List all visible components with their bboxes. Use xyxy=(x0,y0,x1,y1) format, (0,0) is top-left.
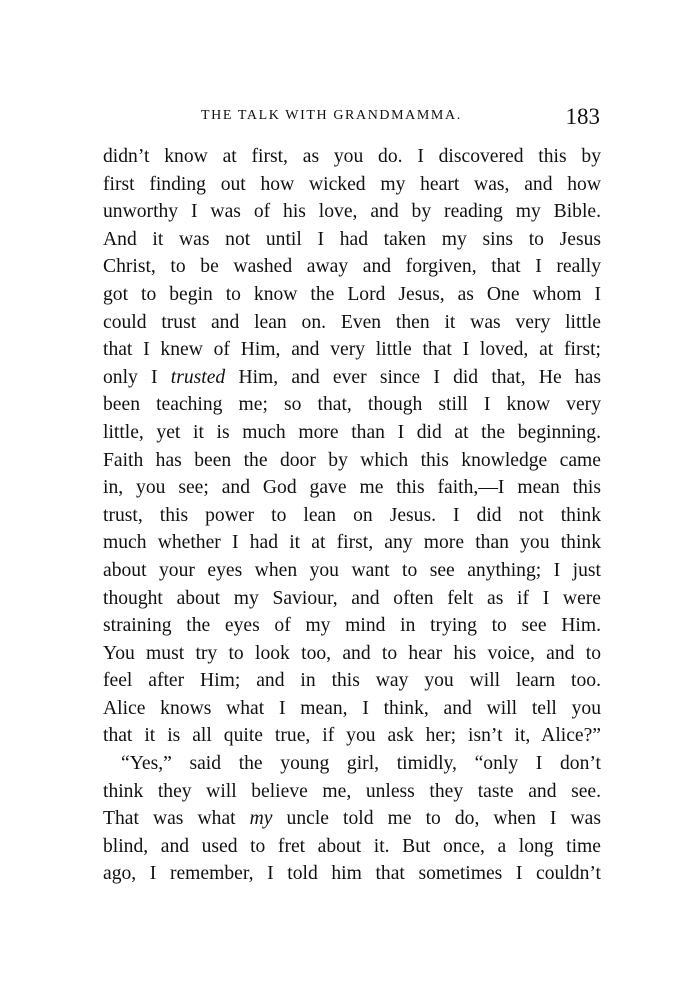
text-line: think they will believe me, unless they taste and see. xyxy=(103,780,601,802)
text-line: could trust and lean on. Even then it was very little xyxy=(103,311,601,333)
text-line: straining the eyes of my mind in trying to see Him. xyxy=(103,615,601,637)
text-line: didn’t know at first, as you do. I discovered this by xyxy=(103,146,601,167)
text-line: trust, this power to lean on Jesus. I did not think xyxy=(103,504,601,526)
text-line: ago, I remember, I told him that sometimes I couldn’t xyxy=(103,863,601,885)
text-line: Christ, to be washed away and forgiven, that I really xyxy=(103,256,601,278)
text-line: that I knew of Him, and very little that I loved, at first; xyxy=(103,339,601,361)
text-line: only I trusted Him, and ever since I did that, He has xyxy=(103,366,602,388)
text-line: got to begin to know the Lord Jesus, as One whom I xyxy=(103,283,601,305)
body-text xyxy=(103,143,601,888)
italic-word: trusted xyxy=(170,366,226,388)
text-line: feel after Him; and in this way you will learn too. xyxy=(103,670,601,692)
text-line: unworthy I was of his love, and by reading my Bible. xyxy=(103,201,601,223)
text-line: little, yet it is much more than I did at the beginning. xyxy=(103,421,601,443)
text-line: Alice knows what I mean, I think, and will tell you xyxy=(103,697,601,719)
text-line: much whether I had it at first, any more than you think xyxy=(103,532,601,554)
text-line: “Yes,” said the young girl, timidly, “only I don’t xyxy=(121,753,601,775)
running-title: THE TALK WITH GRANDMAMMA. xyxy=(201,108,462,123)
text-line: blind, and used to fret about it. But once, a long time xyxy=(103,835,601,857)
text-line: And it was not until I had taken my sins to Jesus xyxy=(103,228,601,250)
text-line: been teaching me; so that, though still I know very xyxy=(103,394,601,416)
text-line: thought about my Saviour, and often felt as if I were xyxy=(103,587,601,609)
page-number: 183 xyxy=(565,104,600,129)
running-header xyxy=(103,104,600,134)
text-line: That was what my uncle told me to do, when I was xyxy=(103,808,601,830)
italic-word: my xyxy=(249,808,273,830)
text-line: Faith has been the door by which this knowledge came xyxy=(103,449,601,471)
text-line: You must try to look too, and to hear his voice, and to xyxy=(103,642,601,664)
text-line: first finding out how wicked my heart was, and how xyxy=(103,173,601,195)
text-line: in, you see; and God gave me this faith,—I mean this xyxy=(103,477,601,499)
text-line: that it is all quite true, if you ask her; isn’t it, Alice?” xyxy=(103,725,601,747)
text-line: about your eyes when you want to see anything; I just xyxy=(103,559,601,581)
